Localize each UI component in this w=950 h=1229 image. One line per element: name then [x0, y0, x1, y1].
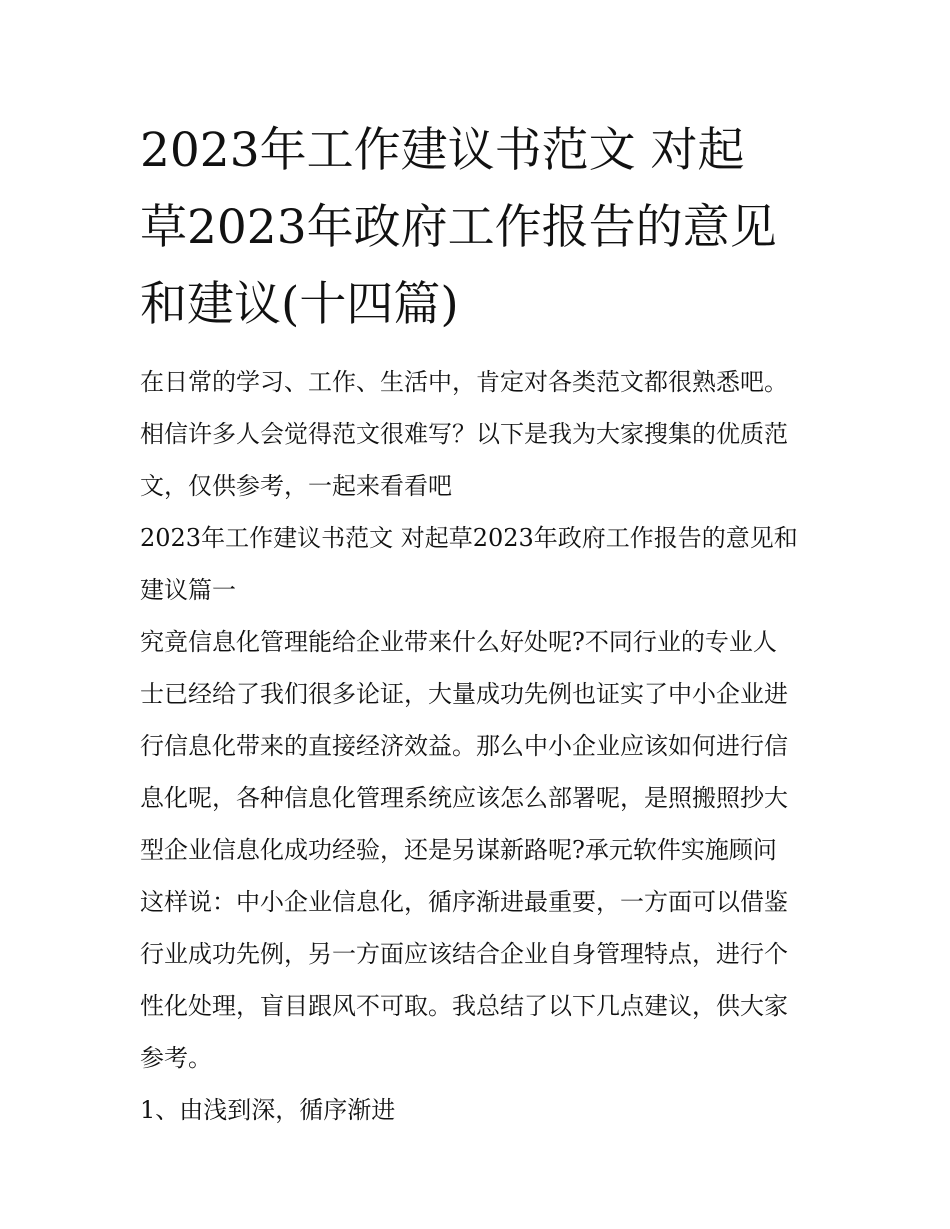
paragraph-line: 士已经给了我们很多论证，大量成功先例也证实了中小企业进 [140, 680, 788, 708]
document-title [140, 112, 830, 343]
paragraph-line: 这样说：中小企业信息化，循序渐进最重要，一方面可以借鉴 [140, 888, 788, 916]
paragraph-line: 行信息化带来的直接经济效益。那么中小企业应该如何进行信 [140, 732, 788, 760]
paragraph-line: 行业成功先例，另一方面应该结合企业自身管理特点，进行个 [140, 940, 788, 968]
section-heading-line: 建议篇一 [140, 576, 236, 604]
title-line: 和建议(十四篇) [140, 277, 459, 332]
section-heading-line: 2023年工作建议书范文 对起草2023年政府工作报告的意见和 [140, 524, 798, 552]
document-body [140, 356, 830, 1136]
intro-line: 文，仅供参考，一起来看看吧 [140, 472, 452, 500]
intro-line: 在日常的学习、工作、生活中，肯定对各类范文都很熟悉吧。 [140, 368, 788, 396]
paragraph-line: 性化处理，盲目跟风不可取。我总结了以下几点建议，供大家 [140, 992, 788, 1020]
list-item-line: 1、由浅到深，循序渐进 [140, 1096, 396, 1124]
title-line: 草2023年政府工作报告的意见 [140, 200, 777, 255]
paragraph-line: 究竟信息化管理能给企业带来什么好处呢?不同行业的专业人 [140, 628, 777, 656]
paragraph-line: 参考。 [140, 1044, 212, 1072]
paragraph-line: 型企业信息化成功经验，还是另谋新路呢?承元软件实施顾问 [140, 836, 777, 864]
title-line: 2023年工作建议书范文 对起 [140, 123, 745, 178]
intro-line: 相信许多人会觉得范文很难写？以下是我为大家搜集的优质范 [140, 420, 788, 448]
paragraph-line: 息化呢，各种信息化管理系统应该怎么部署呢，是照搬照抄大 [140, 784, 788, 812]
